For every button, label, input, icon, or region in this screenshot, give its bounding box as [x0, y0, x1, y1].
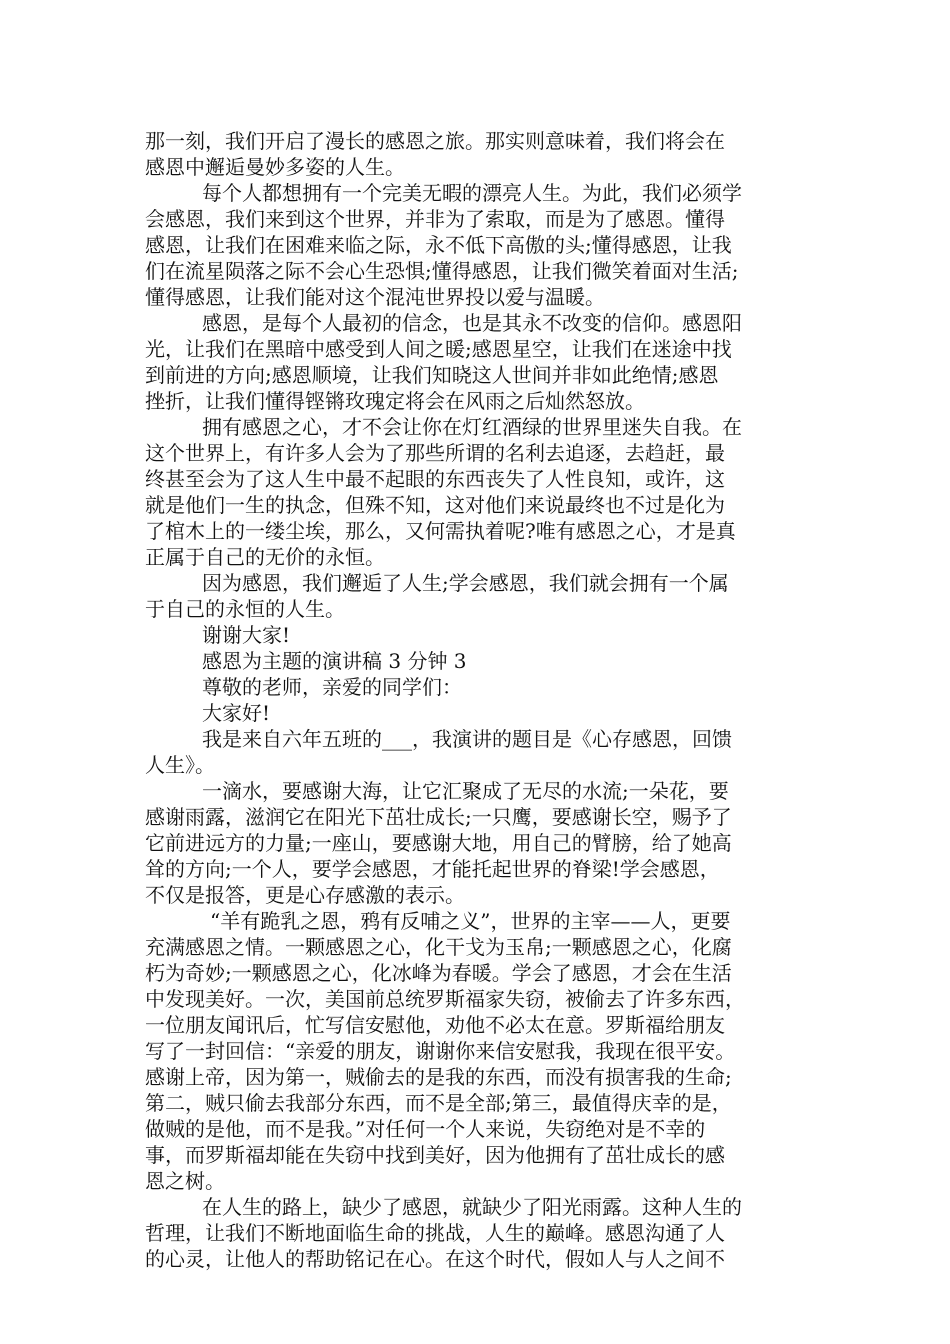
text-line: 会感恩，我们来到这个世界，并非为了索取，而是为了感恩。懂得 — [145, 207, 725, 231]
text-line: 正属于自己的无价的永恒。 — [145, 545, 385, 569]
text-line: 朽为奇妙;一颗感恩之心，化冰峰为春暖。学会了感恩，才会在生活 — [145, 961, 732, 985]
text-line: 耸的方向;一个人，要学会感恩，才能托起世界的脊梁!学会感恩， — [145, 857, 720, 881]
text-line: 懂得感恩，让我们能对这个混沌世界投以爱与温暖。 — [145, 285, 605, 309]
text-line: 尊敬的老师，亲爱的同学们： — [202, 675, 462, 699]
text-line: 那一刻，我们开启了漫长的感恩之旅。那实则意味着，我们将会在 — [145, 129, 725, 153]
text-line: 每个人都想拥有一个完美无暇的漂亮人生。为此，我们必须学 — [202, 181, 742, 205]
text-line: 充满感恩之情。一颗感恩之心，化干戈为玉帛;一颗感恩之心，化腐 — [145, 935, 732, 959]
text-line: 不仅是报答，更是心存感激的表示。 — [145, 883, 465, 907]
text-line: 感恩，是每个人最初的信念，也是其永不改变的信仰。感恩阳 — [202, 311, 742, 335]
text-line: 事，而罗斯福却能在失窃中找到美好，因为他拥有了茁壮成长的感 — [145, 1143, 725, 1167]
text-line: 就是他们一生的执念，但殊不知，这对他们来说最终也不过是化为 — [145, 493, 725, 517]
text-line: 拥有感恩之心，才不会让你在灯红酒绿的世界里迷失自我。在 — [202, 415, 742, 439]
text-line: 感谢雨露，滋润它在阳光下茁壮成长;一只鹰，要感谢长空，赐予了 — [145, 805, 732, 829]
text-line: 大家好! — [202, 701, 271, 725]
text-line: 一滴水，要感谢大海，让它汇聚成了无尽的水流;一朵花，要 — [202, 779, 729, 803]
text-line: 了棺木上的一缕尘埃，那么，又何需执着呢?唯有感恩之心，才是真 — [145, 519, 736, 543]
text-line: 我是来自六年五班的___，我演讲的题目是《心存感恩，回馈 — [202, 727, 732, 751]
text-line: 感谢上帝，因为第一，贼偷去的是我的东西，而没有损害我的生命; — [145, 1065, 732, 1089]
text-line: 挫折，让我们懂得铿锵玫瑰定将会在风雨之后灿然怒放。 — [145, 389, 645, 413]
text-line: 感恩为主题的演讲稿 3 分钟 3 — [202, 649, 467, 673]
text-line: “羊有跪乳之恩，鸦有反哺之义”，世界的主宰——人，更要 — [210, 909, 731, 933]
text-line: 终甚至会为了这人生中最不起眼的东西丧失了人性良知，或许，这 — [145, 467, 725, 491]
text-line: 于自己的永恒的人生。 — [145, 597, 345, 621]
text-line: 感恩中邂逅曼妙多姿的人生。 — [145, 155, 405, 179]
text-line: 光，让我们在黑暗中感受到人间之暖;感恩星空，让我们在迷途中找 — [145, 337, 732, 361]
text-line: 恩之树。 — [145, 1169, 225, 1193]
text-line: 谢谢大家! — [202, 623, 291, 647]
text-line: 它前进远方的力量;一座山，要感谢大地，用自己的臂膀，给了她高 — [145, 831, 732, 855]
text-line: 第二，贼只偷去我部分东西，而不是全部;第三，最值得庆幸的是， — [145, 1091, 732, 1115]
text-line: 在人生的路上，缺少了感恩，就缺少了阳光雨露。这种人生的 — [202, 1195, 742, 1219]
text-line: 写了一封回信：“亲爱的朋友，谢谢你来信安慰我，我现在很平安。 — [145, 1039, 736, 1063]
text-line: 这个世界上，有许多人会为了那些所谓的名利去追逐，去趋赶，最 — [145, 441, 725, 465]
text-line: 的心灵，让他人的帮助铭记在心。在这个时代，假如人与人之间不 — [145, 1247, 725, 1271]
text-line: 中发现美好。一次，美国前总统罗斯福家失窃，被偷去了许多东西， — [145, 987, 745, 1011]
text-line: 做贼的是他，而不是我。”对任何一个人来说，失窃绝对是不幸的 — [145, 1117, 706, 1141]
text-line: 一位朋友闻讯后，忙写信安慰他，劝他不必太在意。罗斯福给朋友 — [145, 1013, 725, 1037]
text-line: 到前进的方向;感恩顺境，让我们知晓这人世间并非如此绝情;感恩 — [145, 363, 719, 387]
text-line: 因为感恩，我们邂逅了人生;学会感恩，我们就会拥有一个属 — [202, 571, 729, 595]
text-line: 们在流星陨落之际不会心生恐惧;懂得感恩，让我们微笑着面对生活; — [145, 259, 739, 283]
text-line: 哲理，让我们不断地面临生命的挑战，人生的巅峰。感恩沟通了人 — [145, 1221, 725, 1245]
text-line: 感恩，让我们在困难来临之际，永不低下高傲的头;懂得感恩，让我 — [145, 233, 732, 257]
text-line: 人生》。 — [145, 753, 215, 777]
